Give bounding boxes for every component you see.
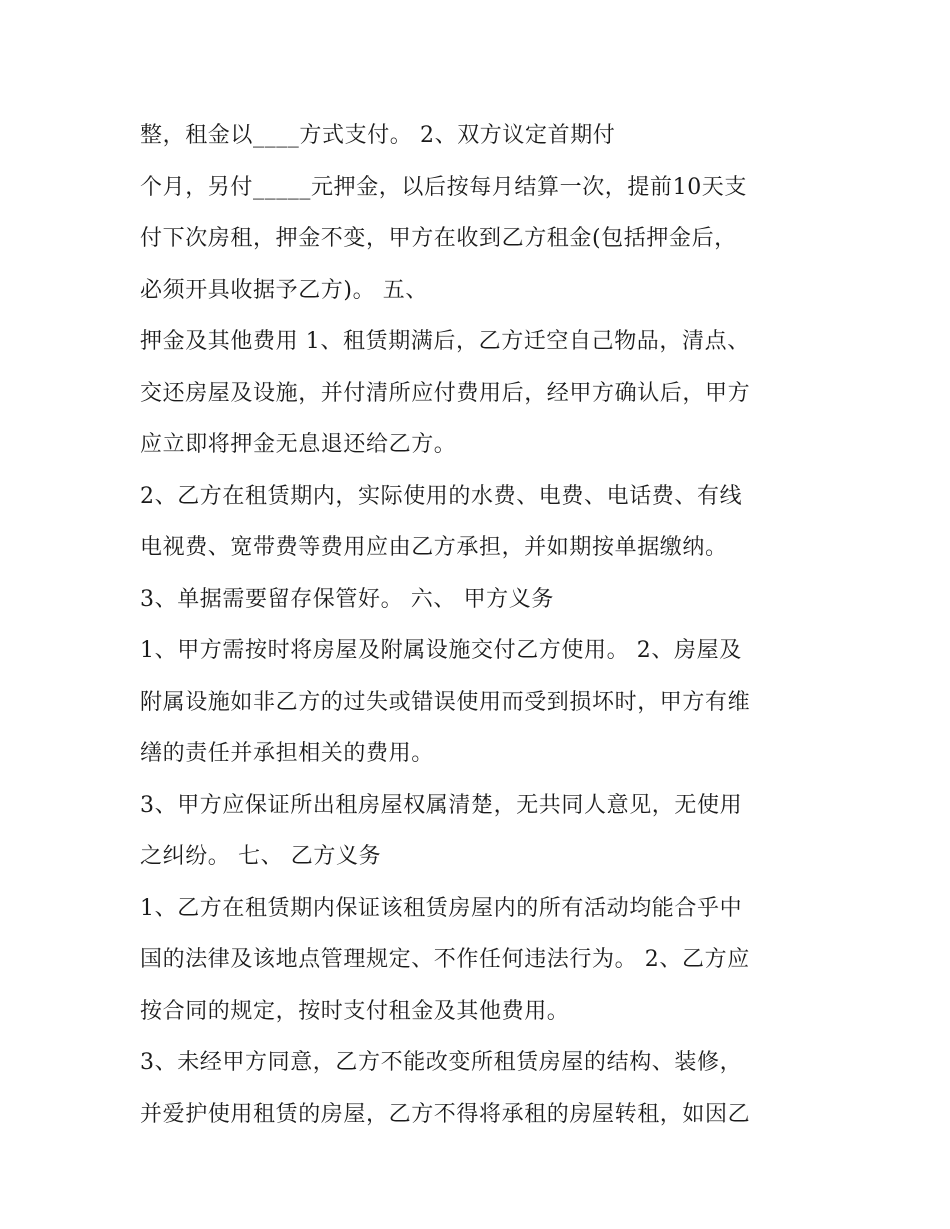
text-line: 缮的责任并承担相关的费用。 xyxy=(140,741,434,766)
text-line: 1、甲方需按时将房屋及附属设施交付乙方使用。 2、房屋及 xyxy=(140,638,742,663)
text-line: 之纠纷。 七、 乙方义务 xyxy=(140,844,382,869)
text-line: 按合同的规定，按时支付租金及其他费用。 xyxy=(140,998,570,1024)
text-line: 2、乙方在租赁期内，实际使用的水费、电费、电话费、有线 xyxy=(140,483,743,509)
text-line: 3、单据需要留存保管好。 六、 甲方义务 xyxy=(140,586,554,612)
text-line: 应立即将押金无息退还给乙方。 xyxy=(140,432,457,457)
text-line: 交还房屋及设施，并付清所应付费用后，经甲方确认后，甲方 xyxy=(140,380,751,406)
text-line: 付下次房租，押金不变，甲方在收到乙方租金(包括押金后， xyxy=(140,226,737,251)
text-line: 必须开具收据予乙方)。 五、 xyxy=(140,277,428,303)
text-line: 个月，另付_____元押金，以后按每月结算一次，提前10天支 xyxy=(140,174,747,200)
text-line: 整，租金以____方式支付。 2、双方议定首期付 xyxy=(140,123,616,148)
text-line: 电视费、宽带费等费用应由乙方承担，并如期按单据缴纳。 xyxy=(140,535,728,560)
text-line: 国的法律及该地点管理规定、不作任何违法行为。 2、乙方应 xyxy=(140,947,750,972)
text-line: 并爱护使用租赁的房屋，乙方不得将承租的房屋转租，如因乙 xyxy=(140,1101,751,1127)
text-line: 押金及其他费用 1、租赁期满后，乙方迁空自己物品，清点、 xyxy=(140,329,750,354)
text-line: 1、乙方在租赁期内保证该租赁房屋内的所有活动均能合乎中 xyxy=(140,895,743,921)
contract-text-body xyxy=(140,110,820,1140)
text-line: 3、甲方应保证所出租房屋权属清楚，无共同人意见，无使用 xyxy=(140,792,743,818)
text-line: 附属设施如非乙方的过失或错误使用而受到损坏时，甲方有维 xyxy=(140,689,751,715)
text-line: 3、未经甲方同意，乙方不能改变所租赁房屋的结构、装修， xyxy=(140,1050,743,1075)
